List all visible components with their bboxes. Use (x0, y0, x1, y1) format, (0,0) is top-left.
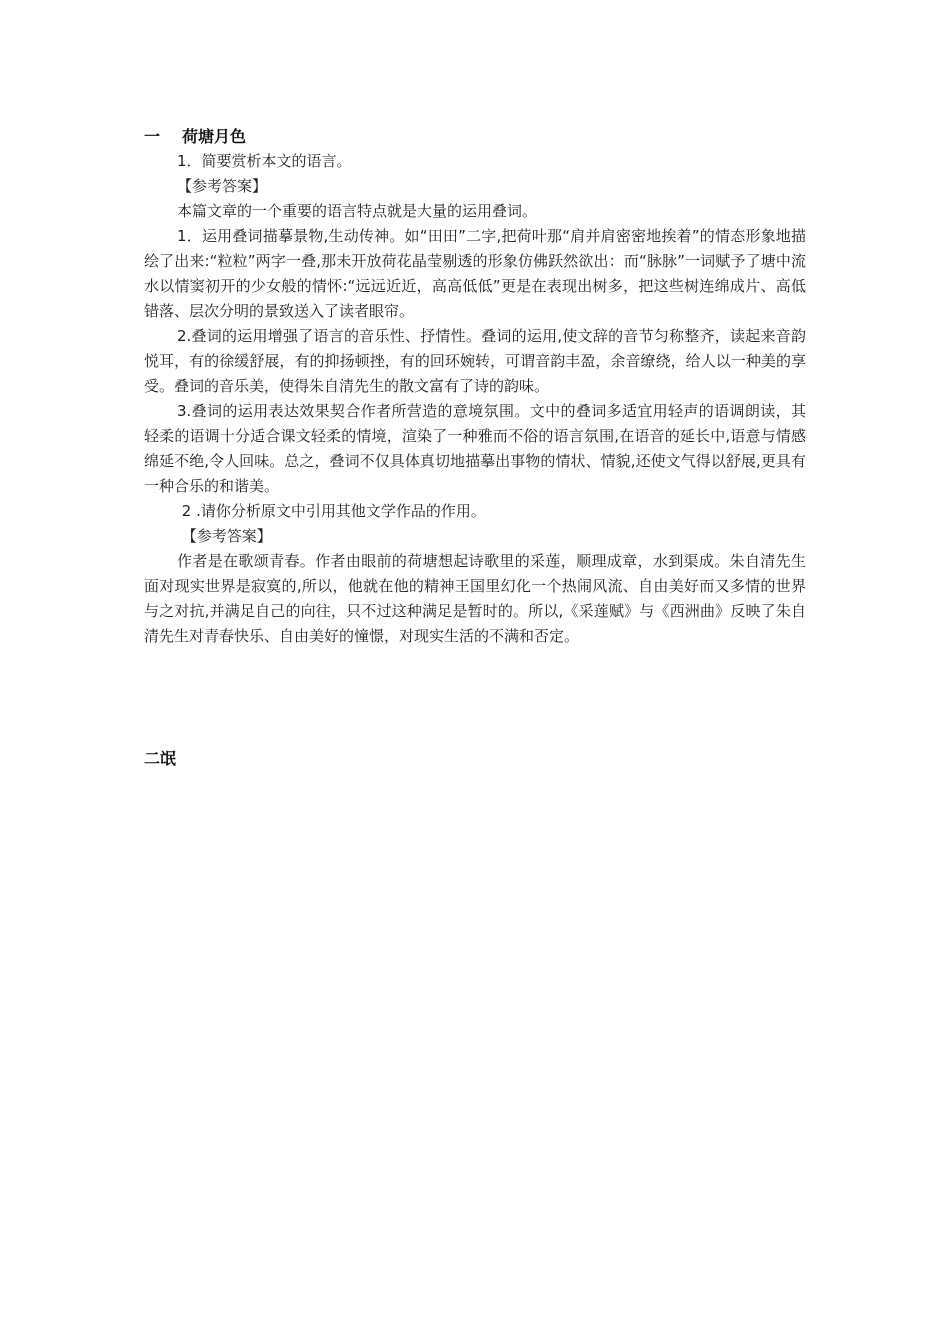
answer-1-intro: 本篇文章的一个重要的语言特点就是大量的运用叠词。 (177, 202, 538, 220)
section-one (144, 124, 806, 649)
section-one-heading (144, 124, 806, 149)
section-two (144, 746, 176, 771)
answer-1-point-2: 2.叠词的运用增强了语言的音乐性、抒情性。叠词的运用,使文辞的音节匀称整齐，读起来音韵悦耳，有的徐缓舒展，有的抑扬顿挫，有的回环婉转，可谓音韵丰盈，余音缭绕，给人以一种美的享受。叠词的音乐美，使得朱自清先生的散文富有了诗的韵味。 (144, 327, 806, 395)
answer-2: 作者是在歌颂青春。作者由眼前的荷塘想起诗歌里的采莲，顺理成章，水到渠成。朱自清先生面对现实世界是寂寞的,所以，他就在他的精神王国里幻化一个热闹风流、自由美好而又多情的世界与之对抗,并满足自己的向往，只不过这种满足是暂时的。所以,《采莲赋》与《西洲曲》反映了朱自清先生对青春快乐、自由美好的憧憬，对现实生活的不满和否定。 (144, 552, 806, 645)
answer-label-2: 【参考答案】 (177, 527, 272, 545)
answer-label-1: 【参考答案】 (177, 177, 268, 195)
section-two-heading: 二氓 (144, 749, 177, 768)
question-1: 1．简要赏析本文的语言。 (177, 152, 352, 170)
answer-1-point-1: 1．运用叠词描摹景物,生动传神。如“田田”二字,把荷叶那“肩并肩密密地挨着”的情态形象地描绘了出来:“粒粒”两字一叠,那未开放荷花晶莹剔透的形象仿佛跃然欲出：而“脉脉”一词赋予了塘中流水以情窦初开的少女般的情怀:“远远近近，高高低低”更是在表现出树多，把这些树连绵成片、高低错落、层次分明的景致送入了读者眼帘。 (144, 227, 806, 320)
section-title: 荷塘月色 (182, 127, 247, 146)
section-number: 一 (144, 127, 161, 146)
answer-1-point-3: 3.叠词的运用表达效果契合作者所营造的意境氛围。文中的叠词多适宜用轻声的语调朗读，其轻柔的语调十分适合课文轻柔的情境，渲染了一种雅而不俗的语言氛围,在语音的延长中,语意与情感绵延不绝,令人回味。总之，叠词不仅具体真切地描摹出事物的情状、情貌,还使文气得以舒展,更具有一种合乐的和谐美。 (144, 402, 806, 495)
question-2: 2 .请你分析原文中引用其他文学作品的作用。 (177, 502, 486, 520)
